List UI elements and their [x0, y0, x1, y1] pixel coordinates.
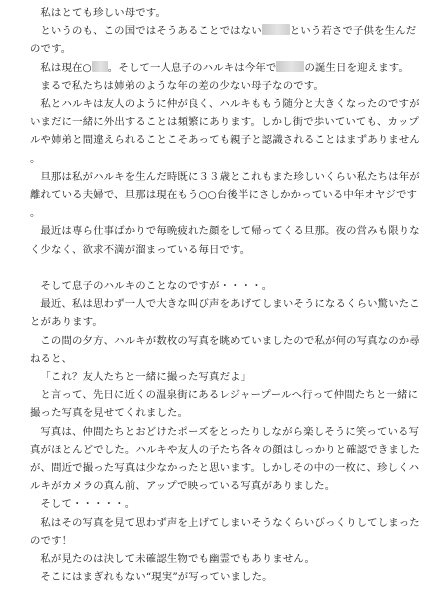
paragraph	[30, 514, 422, 550]
paragraph-text: というのも、この国ではそうあることではない	[40, 25, 262, 38]
paragraph	[30, 22, 422, 58]
paragraph	[30, 495, 422, 513]
redacted-text-block	[262, 24, 290, 35]
paragraph-text: 最近は専ら仕事ばかりで毎晩疲れた顔をして帰ってくる旦那。夜の営みも限りなく少なく、欲求不満が溜まっている毎日です。	[30, 225, 420, 256]
paragraph-text: 私はその写真を見て思わず声を上げてしまいそうなくらいびっくりしてしまったのです！	[30, 516, 420, 547]
paragraph-text: という若さで子供を生んだのです。	[30, 25, 417, 56]
paragraph-text: 私が見たのは決して未確認生物でも幽霊でもありません。	[40, 553, 316, 566]
redacted-text-block	[276, 61, 304, 72]
paragraph	[30, 550, 422, 568]
redacted-text-block	[92, 61, 108, 72]
paragraph-text: そこにはまぎれもない“現実”が写っていました。	[40, 571, 273, 584]
paragraph	[30, 295, 422, 331]
paragraph	[30, 423, 422, 496]
paragraph-text: そして息子のハルキのことなのですが・・・・。	[40, 280, 273, 293]
paragraph	[30, 277, 422, 295]
paragraph-text: 私は現在○	[40, 61, 92, 74]
paragraph	[30, 59, 422, 77]
paragraph	[30, 95, 422, 168]
paragraph	[30, 222, 422, 258]
paragraph-text: 。そして一人息子のハルキは今年で	[107, 61, 277, 74]
dialogue-text: 「これ？友人たちと一緒に撮った写真だよ」	[40, 371, 252, 384]
paragraph	[30, 568, 422, 586]
paragraph-text: 私はとても珍しい母です。	[40, 7, 167, 19]
dialogue-line	[30, 368, 422, 386]
paragraph-text: 最近、私は思わず一人で大きな叫び声をあげてしまいそうになるくらい驚いたことがあります。	[30, 298, 420, 329]
paragraph-text: 私とハルキは友人のように仲が良く、ハルキももう随分と大きくなったのですがいまだに一緒に外出することは頻繁にあります。しかし街で歩いていても、カップルや姉弟と間違えられることこそあっても親子と認識されることはまずありません。	[30, 98, 420, 165]
paragraph	[30, 168, 422, 223]
paragraph-text: そして・・・・・。	[40, 498, 136, 511]
paragraph-text: 写真は、仲間たちとおどけたポーズをとったりしながら楽しそうに笑っている写真がほとんどでした。ハルキや友人の子たち各々の顔はしっかりと確認できましたが、間近で撮った写真は少なかったと思います。しかしその中の一枚に、珍しくハルキがカメラの真ん前、アップで映っている写真がありました。	[30, 425, 420, 493]
paragraph-text: 旦那は私がハルキを生んだ時既に３３歳とこれもまた珍しいくらい私たちは年が離れている夫婦で、旦那は現在もう○○台後半にさしかかっている中年オヤジです。	[30, 170, 420, 220]
paragraph	[30, 4, 422, 22]
blank-line	[30, 259, 422, 277]
paragraph	[30, 77, 422, 95]
paragraph-text: の誕生日を迎えます。	[304, 61, 410, 74]
paragraph-text: と言って、先日に近くの温泉街にあるレジャープールへ行って仲間たちと一緒に撮った写真を見せてくれました。	[30, 389, 419, 420]
paragraph	[30, 386, 422, 422]
paragraph-text: この間の夕方、ハルキが数枚の写真を眺めていましたので私が何の写真なのか尋ねると、	[30, 334, 420, 365]
paragraph-text: まるで私たちは姉弟のような年の差の少ない母子なのです。	[40, 79, 325, 92]
paragraph	[30, 332, 422, 368]
